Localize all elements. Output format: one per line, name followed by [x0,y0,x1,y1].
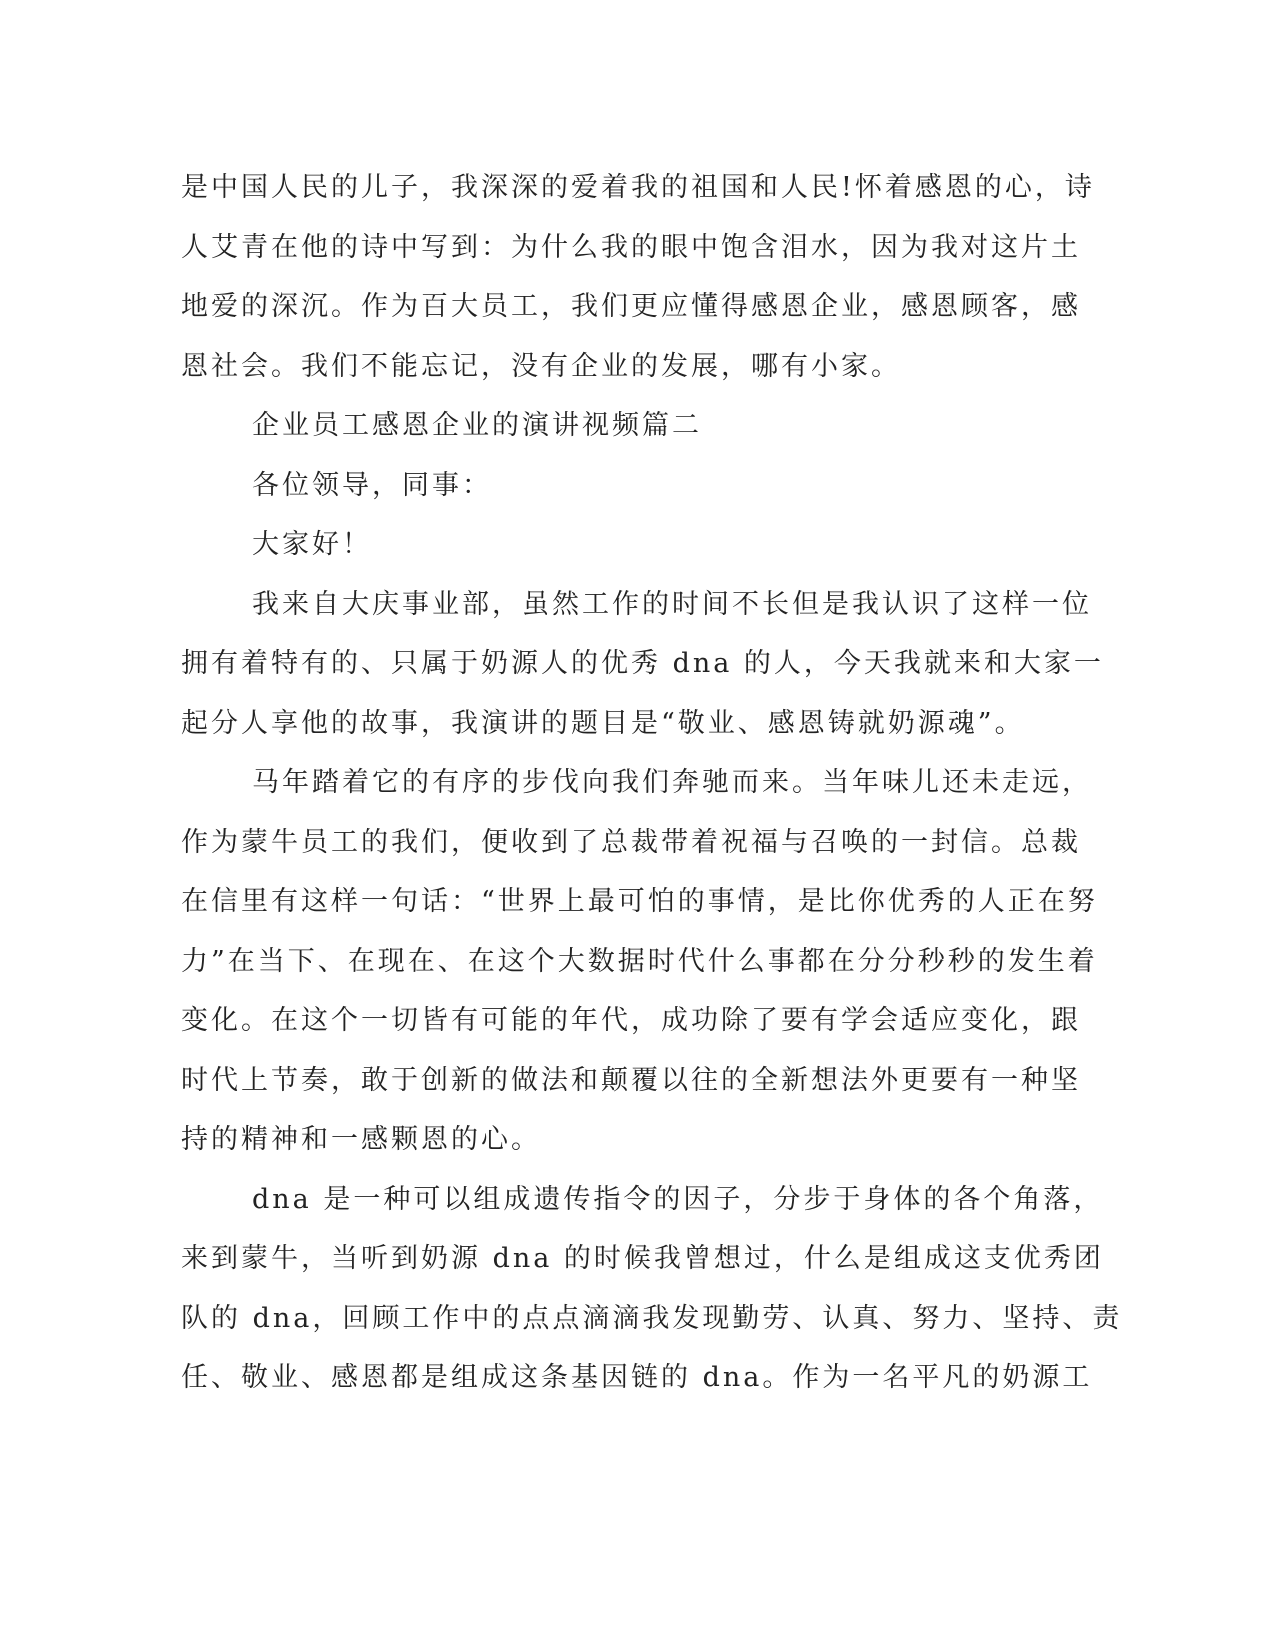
document-body [181,158,1123,1408]
text-line: 人艾青在他的诗中写到：为什么我的眼中饱含泪水，因为我对这片土 [181,231,1081,263]
salutation: 各位领导，同事： [252,469,492,501]
text-line: 任、敬业、感恩都是组成这条基因链的 dna。作为一名平凡的奶源工 [181,1362,1093,1393]
text-line: 持的精神和一感颗恩的心。 [181,1124,541,1155]
text-line: 作为蒙牛员工的我们，便收到了总裁带着祝福与召唤的一封信。总裁 [181,826,1081,858]
text-line: dna 是一种可以组成遗传指令的因子，分步于身体的各个角落， [252,1183,1104,1215]
text-line: 是中国人民的儿子，我深深的爱着我的祖国和人民!怀着感恩的心，诗 [181,172,1095,203]
text-line: 来到蒙牛，当听到奶源 dna 的时候我曾想过，什么是组成这支优秀团 [181,1243,1104,1274]
text-line: 地爱的深沉。作为百大员工，我们更应懂得感恩企业，感恩顾客，感 [181,291,1081,322]
section-heading: 企业员工感恩企业的演讲视频篇二 [252,410,702,441]
text-line: 在信里有这样一句话：“世界上最可怕的事情，是比你优秀的人正在努 [181,886,1098,917]
greeting: 大家好！ [252,529,372,560]
text-line: 力”在当下、在现在、在这个大数据时代什么事都在分分秒秒的发生着 [181,945,1098,977]
text-line: 马年踏着它的有序的步伐向我们奔驰而来。当年味儿还未走远， [252,767,1092,798]
text-line: 起分人享他的故事，我演讲的题目是“敬业、感恩铸就奶源魂”。 [181,707,1025,739]
text-line: 恩社会。我们不能忘记，没有企业的发展，哪有小家。 [181,350,901,382]
text-line: 时代上节奏，敢于创新的做法和颠覆以往的全新想法外更要有一种坚 [181,1064,1081,1096]
text-line: 我来自大庆事业部，虽然工作的时间不长但是我认识了这样一位 [252,588,1092,620]
text-line: 变化。在这个一切皆有可能的年代，成功除了要有学会适应变化，跟 [181,1005,1081,1036]
text-line: 拥有着特有的、只属于奶源人的优秀 dna 的人，今天我就来和大家一 [181,648,1104,679]
text-line: 队的 dna，回顾工作中的点点滴滴我发现勤劳、认真、努力、坚持、责 [181,1302,1123,1334]
